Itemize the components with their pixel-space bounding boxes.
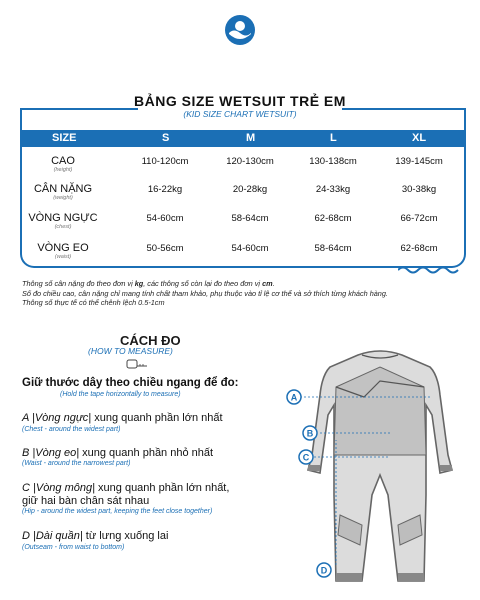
svg-text:C: C <box>302 452 310 463</box>
svg-text:B: B <box>306 428 314 439</box>
table-cell: 54-60cm <box>146 213 184 224</box>
table-cell: 54-60cm <box>231 243 269 254</box>
row-label-vi: CAO <box>51 155 75 167</box>
col-size: SIZE <box>52 132 77 144</box>
table-cell: 120-130cm <box>226 156 274 167</box>
table-cell: 62-68cm <box>400 243 438 254</box>
row-label-vi: CÂN NẶNG <box>33 183 93 195</box>
wetsuit-illustration <box>280 345 480 595</box>
measure-item-b: B |Vòng eo| xung quanh phần nhỏ nhất <box>22 447 214 459</box>
marker-d <box>317 563 331 577</box>
table-cell: 139-145cm <box>395 156 443 167</box>
measure-item-c-en: (Hip - around the widest part, keeping the feet close together) <box>22 508 213 515</box>
measure-item-a-en: (Chest - around the widest part) <box>22 426 121 433</box>
col-s: S <box>162 132 170 144</box>
measure-title: CÁCH ĐO <box>120 333 181 348</box>
page-title: BẢNG SIZE WETSUIT TRẺ EM <box>134 93 346 109</box>
measure-item-d-en: (Outseam - from waist to bottom) <box>22 544 125 551</box>
svg-text:A: A <box>290 392 298 403</box>
measure-item-c: C |Vòng mông| xung quanh phần lớn nhất, <box>22 482 230 494</box>
table-cell: 66-72cm <box>400 213 438 224</box>
row-label-en: (chest) <box>54 224 72 230</box>
marker-c <box>299 450 313 464</box>
measure-item-d: D |Dài quần| từ lưng xuống lai <box>22 530 169 542</box>
measure-subtitle: (HOW TO MEASURE) <box>88 346 173 356</box>
table-cell: 16-22kg <box>147 184 183 195</box>
measure-item-c-line2: giữ hai bàn chân sát nhau <box>22 495 150 507</box>
col-xl: XL <box>412 132 427 144</box>
table-cell: 58-64cm <box>314 243 352 254</box>
marker-a <box>287 390 301 404</box>
size-notes <box>22 279 388 308</box>
marker-b <box>303 426 317 440</box>
table-cell: 62-68cm <box>314 213 352 224</box>
measure-item-b-en: (Waist - around the narrowest part) <box>22 460 131 467</box>
table-cell: 30-38kg <box>401 184 437 195</box>
row-label-en: (weight) <box>53 195 73 201</box>
row-label <box>18 212 108 230</box>
row-label-en: (waist) <box>54 254 72 260</box>
circle-wave-logo-icon <box>224 14 256 46</box>
col-m: M <box>246 132 256 144</box>
note-line-2: Số đo chiều cao, cân nặng chỉ mang tính chất tham khảo, phụ thuộc vào tỉ lệ cơ thể và sở thích từng khách hàng. <box>22 288 388 298</box>
row-label <box>18 242 108 260</box>
measure-intro: Giữ thước dây theo chiều ngang để đo: <box>22 377 239 389</box>
row-label <box>18 183 108 201</box>
note-line-1: Thông số cân nặng đo theo đơn vị kg, các thông số còn lại đo theo đơn vị cm. <box>22 279 275 288</box>
table-cell: 24-33kg <box>315 184 351 195</box>
page-subtitle: (KID SIZE CHART WETSUIT) <box>183 109 297 119</box>
waves-decoration <box>398 262 464 276</box>
note-line-3: Thông số thực tế có thể chênh lệch 0.5-1cm <box>22 298 165 307</box>
table-cell: 20-28kg <box>232 184 268 195</box>
table-header <box>20 130 464 147</box>
table-cell: 130-138cm <box>309 156 357 167</box>
measuring-tape-icon <box>126 359 148 369</box>
row-label-vi: VÒNG NGỰC <box>28 212 98 224</box>
measure-intro-en: (Hold the tape horizontally to measure) <box>60 391 181 398</box>
row-label-en: (height) <box>53 167 73 173</box>
measure-item-a: A |Vòng ngực| xung quanh phần lớn nhất <box>22 412 223 424</box>
col-l: L <box>330 132 337 144</box>
table-cell: 50-56cm <box>146 243 184 254</box>
svg-text:D: D <box>320 565 328 576</box>
table-cell: 58-64cm <box>231 213 269 224</box>
row-label-vi: VÒNG EO <box>37 242 89 254</box>
row-label <box>18 155 108 173</box>
table-cell: 110-120cm <box>141 156 189 167</box>
